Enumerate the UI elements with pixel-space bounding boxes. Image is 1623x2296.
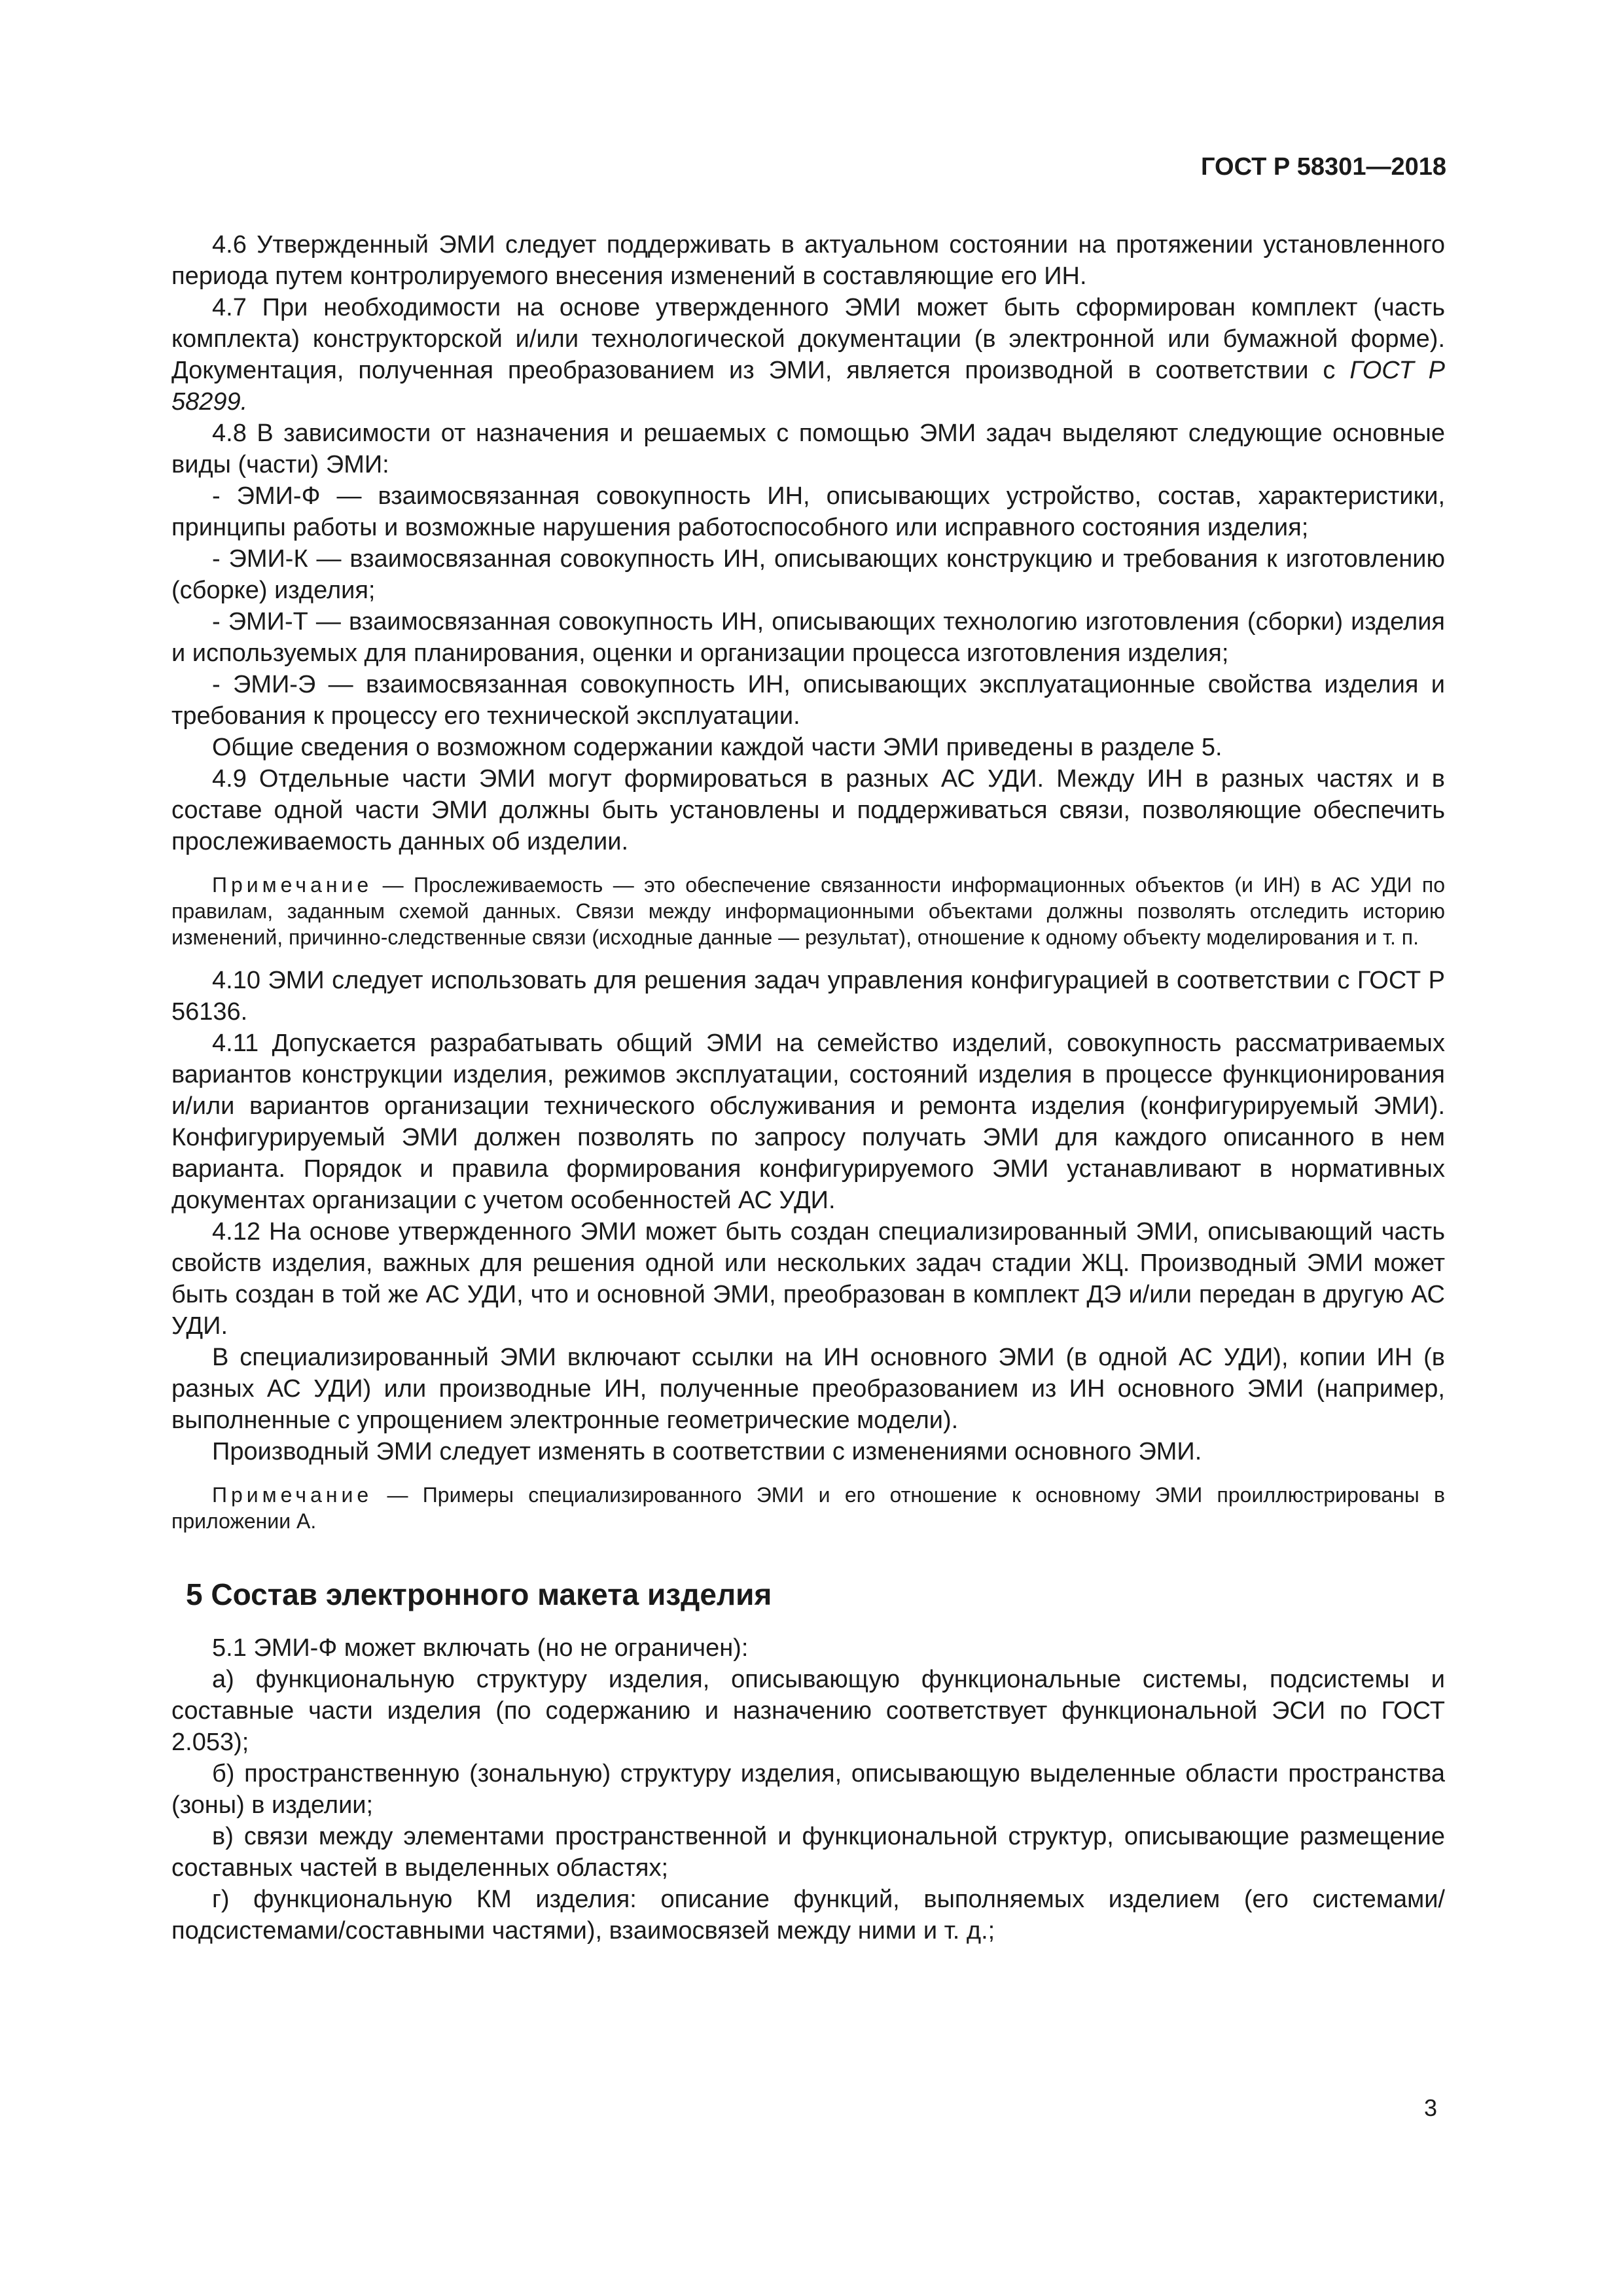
list-item-g: г) функциональную КМ изделия: описание функций, выполняемых изделием (его системами/подсистемами/составными частями), взаимосвязей между ними и т. д.; [171, 1886, 1445, 1945]
note-specialized-emi [171, 1482, 1445, 1534]
paragraph-4-8: 4.8 В зависимости от назначения и решаемых с помощью ЭМИ задач выделяют следующие основные виды (части) ЭМИ: [171, 420, 1445, 478]
paragraph-4-7 [171, 292, 1445, 418]
note-text: — Прослеживаемость — это обеспечение связанности информационных объектов (и ИН) в АС УДИ по правилам, заданным схемой данных. Связи между информационными объектами должны позволять отследить историю изменений, причинно-следственные связи (исходные данные — результат), отношение к одному объекту моделирования и т. п. [171, 873, 1445, 949]
paragraph-4-9: 4.9 Отдельные части ЭМИ могут формироваться в разных АС УДИ. Между ИН в разных частях и в составе одной части ЭМИ должны быть установлены и поддерживаться связи, позволяющие обеспечить прослеживаемость данных об изделии. [171, 765, 1445, 855]
paragraph-4-12-specialized: В специализированный ЭМИ включают ссылки на ИН основного ЭМИ (в одной АС УДИ), копии ИН (в разных АС УДИ) или производные ИН, полученные преобразованием из ИН основного ЭМИ (например, выполненные с упрощением электронные геометрические модели). [171, 1344, 1445, 1434]
note-traceability [171, 872, 1445, 950]
paragraph-4-10: 4.10 ЭМИ следует использовать для решения задач управления конфигурацией в соответствии с ГОСТ Р 56136. [171, 967, 1445, 1026]
list-item-b: б) пространственную (зональную) структуру изделия, описывающую выделенные области пространства (зоны) в изделии; [171, 1760, 1445, 1819]
note-label: Примечание [212, 873, 373, 897]
section-5-heading: 5 Состав электронного макета изделия [186, 1577, 772, 1611]
list-item-emi-k: - ЭМИ-К — взаимосвязанная совокупность ИН, описывающих конструкцию и требования к изготовлению (сборке) изделия; [171, 545, 1445, 604]
paragraph-4-12: 4.12 На основе утвержденного ЭМИ может быть создан специализированный ЭМИ, описывающий часть свойств изделия, важных для решения одной или нескольких задач стадии ЖЦ. Производный ЭМИ может быть создан в той же АС УДИ, что и основной ЭМИ, преобразован в комплект ДЭ и/или передан в другую АС УДИ. [171, 1218, 1445, 1340]
paragraph-4-12-derived: Производный ЭМИ следует изменять в соответствии с изменениями основного ЭМИ. [212, 1438, 1202, 1465]
list-item-emi-e: - ЭМИ-Э — взаимосвязанная совокупность ИН, описывающих эксплуатационные свойства изделия и требования к процессу его технической эксплуатации. [171, 671, 1445, 730]
paragraph-4-11: 4.11 Допускается разрабатывать общий ЭМИ на семейство изделий, совокупность рассматриваемых вариантов конструкции изделия, режимов эксплуатации, состояний изделия в процессе функционирования и/или вариантов организации технического обслуживания и ремонта изделия (конфигурируемый ЭМИ). Конфигурируемый ЭМИ должен позволять по запросу получать ЭМИ для каждого описанного в нем варианта. Порядок и правила формирования конфигурируемого ЭМИ устанавливают в нормативных документах организации с учетом особенностей АС УДИ. [171, 1030, 1445, 1214]
note-label: Примечание [212, 1483, 373, 1507]
standard-designation: ГОСТ Р 58301—2018 [1201, 153, 1446, 181]
paragraph-4-6: 4.6 Утвержденный ЭМИ следует поддерживать в актуальном состоянии на протяжении установленного периода путем контролируемого внесения изменений в составляющие его ИН. [171, 231, 1445, 290]
list-item-emi-t: - ЭМИ-Т — взаимосвязанная совокупность ИН, описывающих технологию изготовления (сборки) изделия и используемых для планирования, оценки и организации процесса изготовления изделия; [171, 608, 1445, 667]
page-number: 3 [1423, 2094, 1437, 2121]
list-item-emi-f: - ЭМИ-Ф — взаимосвязанная совокупность ИН, описывающих устройство, состав, характеристики, принципы работы и возможные нарушения работоспособного или исправного состояния изделия; [171, 482, 1445, 541]
page-content [171, 229, 1445, 1946]
note-text: — Примеры специализированного ЭМИ и его отношение к основному ЭМИ проиллюстрированы в приложении А. [171, 1483, 1445, 1533]
gost-58299-reference: ГОСТ Р 58299. [171, 357, 1445, 416]
paragraph-5-1: 5.1 ЭМИ-Ф может включать (но не ограничен): [212, 1634, 749, 1662]
list-item-v: в) связи между элементами пространственной и функциональной структур, описывающие размещение составных частей в выделенных областях; [171, 1823, 1445, 1882]
list-item-a: а) функциональную структуру изделия, описывающую функциональные системы, подсистемы и составные части изделия (по содержанию и назначению соответствует функциональной ЭСИ по ГОСТ 2.053); [171, 1666, 1445, 1756]
paragraph-4-7-text: 4.7 При необходимости на основе утвержденного ЭМИ может быть сформирован комплект (часть комплекта) конструкторской и/или технологической документации (в электронной или бумажной форме). Документация, полученная преобразованием из ЭМИ, является производной в соответствии с [171, 294, 1445, 384]
paragraph-general-info: Общие сведения о возможном содержании каждой части ЭМИ приведены в разделе 5. [212, 734, 1222, 761]
